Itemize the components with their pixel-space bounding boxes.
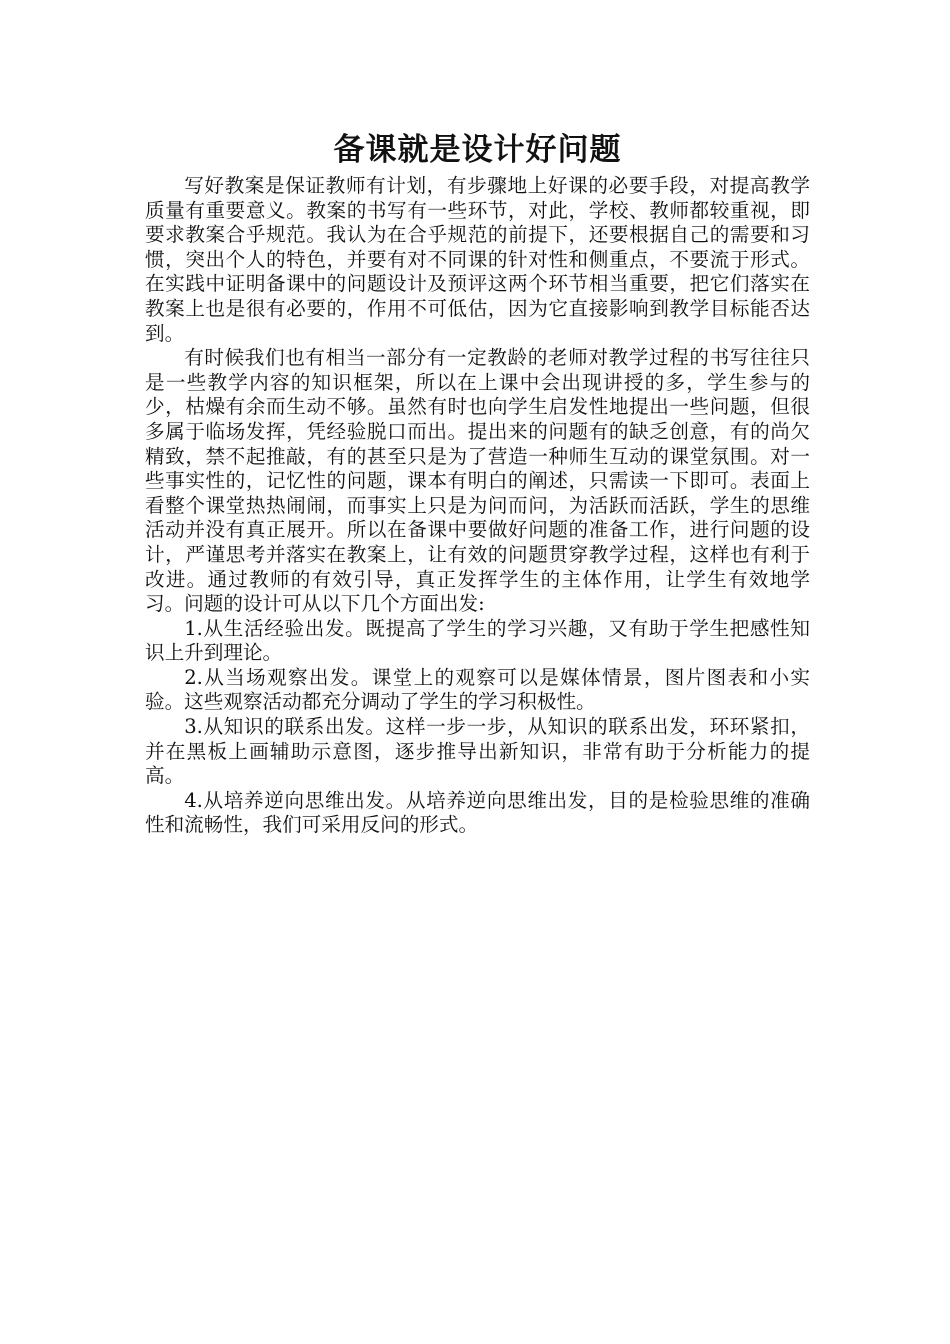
paragraph-point-3: 3.从知识的联系出发。这样一步一步，从知识的联系出发，环环紧扣，并在黑板上画辅助示意图，逐步推导出新知识，非常有助于分析能力的提高。 (145, 715, 810, 788)
paragraph-point-2: 2.从当场观察出发。课堂上的观察可以是媒体情景，图片图表和小实验。这些观察活动都充分调动了学生的学习积极性。 (145, 665, 810, 714)
paragraph-point-1: 1.从生活经验出发。既提高了学生的学习兴趣，又有助于学生把感性知识上升到理论。 (145, 616, 810, 665)
paragraph-intro: 写好教案是保证教师有计划，有步骤地上好课的必要手段，对提高教学质量有重要意义。教案的书写有一些环节，对此，学校、教师都较重视，即要求教案合乎规范。我认为在合乎规范的前提下，还要根据自己的需要和习惯，突出个人的特色，并要有对不同课的针对性和侧重点，不要流于形式。在实践中证明备课中的问题设计及预评这两个环节相当重要，把它们落实在教案上也是很有必要的，作用不可低估，因为它直接影响到教学目标能否达到。 (145, 174, 810, 345)
document-title: 备课就是设计好问题 (333, 132, 622, 168)
document-body (145, 128, 810, 838)
paragraph-problem: 有时候我们也有相当一部分有一定教龄的老师对教学过程的书写往往只是一些教学内容的知识框架，所以在上课中会出现讲授的多，学生参与的少，枯燥有余而生动不够。虽然有时也向学生启发性地提出一些问题，但很多属于临场发挥，凭经验脱口而出。提出来的问题有的缺乏创意，有的尚欠精致，禁不起推敲，有的甚至只是为了营造一种师生互动的课堂氛围。对一些事实性的，记忆性的问题，课本有明白的阐述，只需读一下即可。表面上看整个课堂热热闹闹，而事实上只是为问而问，为活跃而活跃，学生的思维活动并没有真正展开。所以在备课中要做好问题的准备工作，进行问题的设计，严谨思考并落实在教案上，让有效的问题贯穿教学过程，这样也有利于改进。通过教师的有效引导，真正发挥学生的主体作用，让学生有效地学习。问题的设计可从以下几个方面出发: (145, 346, 810, 616)
paragraph-point-4: 4.从培养逆向思维出发。从培养逆向思维出发，目的是检验思维的准确性和流畅性，我们可采用反问的形式。 (145, 788, 810, 837)
